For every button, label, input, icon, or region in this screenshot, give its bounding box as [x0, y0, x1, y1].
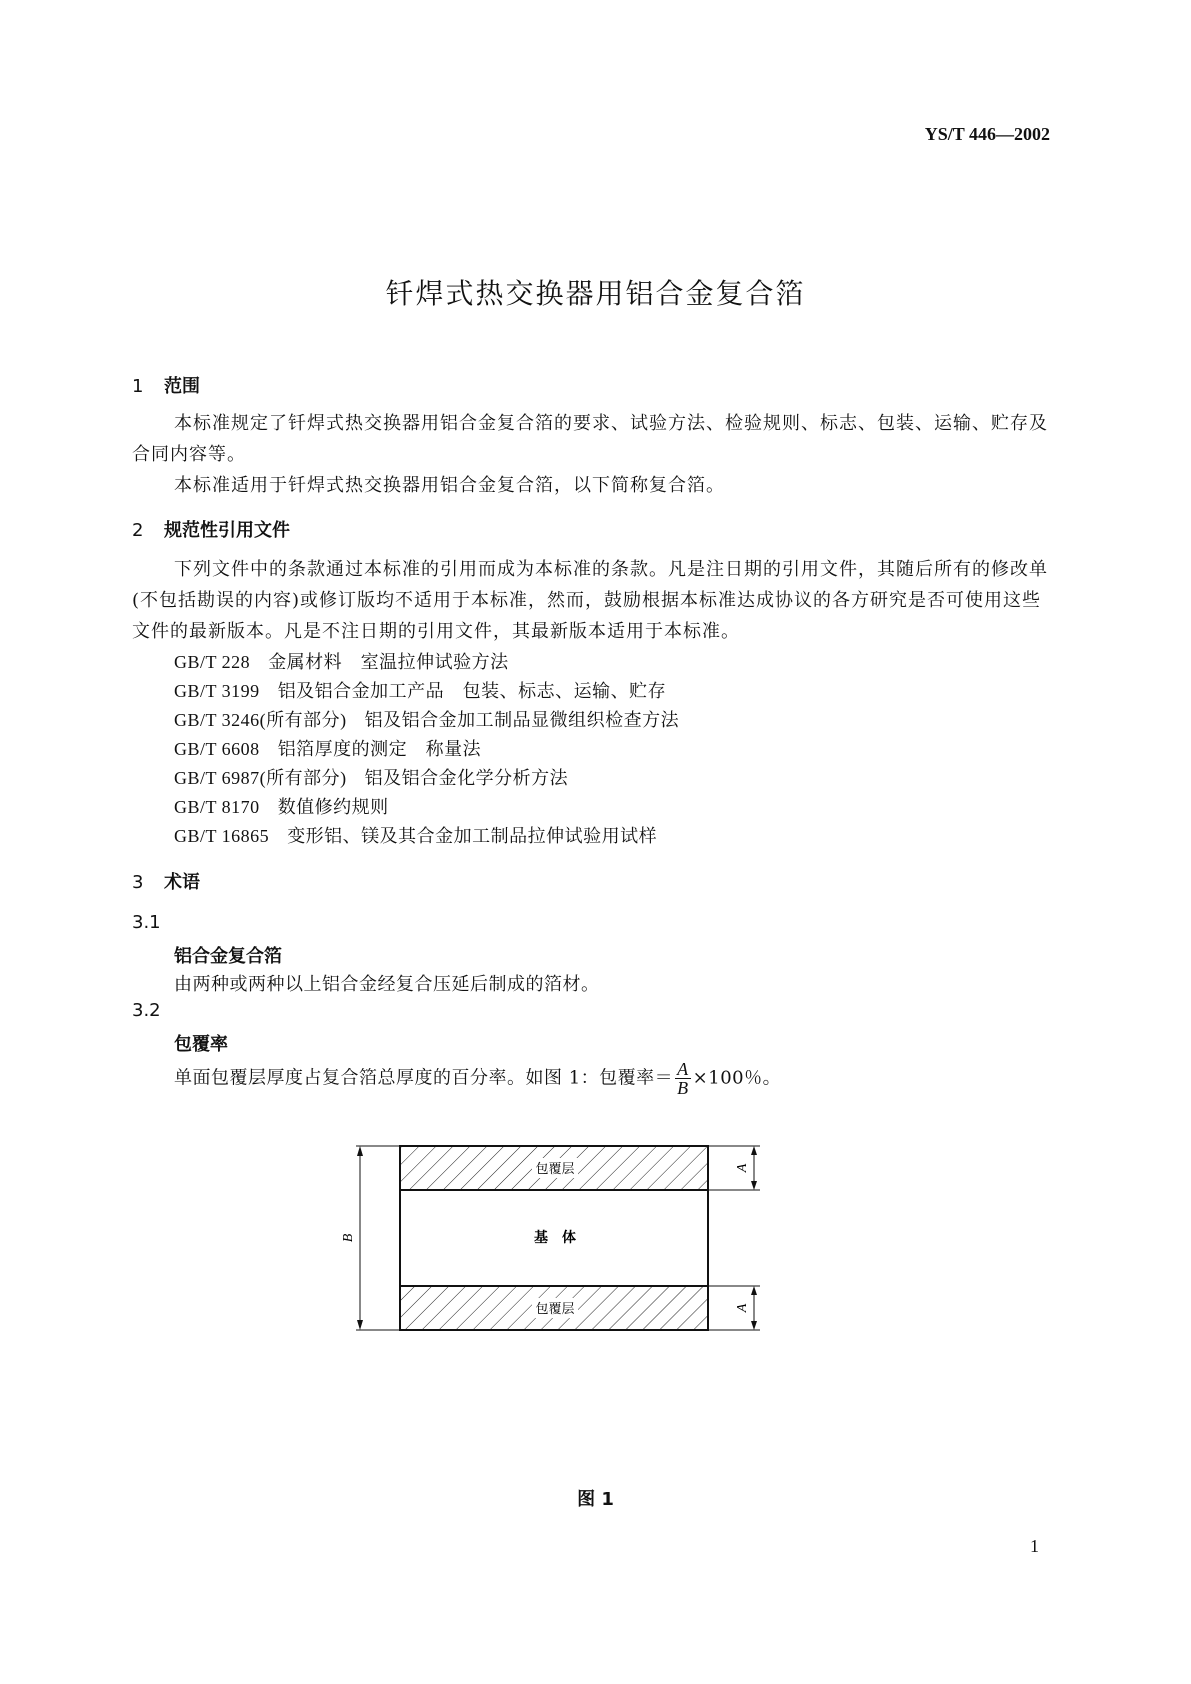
cladding-diagram	[340, 1140, 780, 1340]
label-bottom-clad: 包覆层	[535, 1302, 575, 1317]
reference-item: GB/T 6608 铝箔厚度的测定 称量法	[174, 739, 482, 760]
document-id: YS/T 446—2002	[924, 124, 1050, 144]
label-top-clad: 包覆层	[535, 1162, 575, 1177]
section-1-paragraph-1: 本标准规定了钎焊式热交换器用铝合金复合箔的要求、试验方法、检验规则、标志、包装、运输、贮存及合同内容等。	[132, 413, 1048, 465]
dimension-label-a-bottom: A	[735, 1303, 750, 1313]
section-number: 1	[132, 376, 144, 397]
reference-item: GB/T 3246(所有部分) 铝及铝合金加工制品显微组织检查方法	[174, 710, 680, 731]
section-title: 规范性引用文件	[164, 520, 290, 541]
section-number: 3	[132, 872, 144, 893]
section-title: 术语	[164, 872, 200, 893]
section-3-heading	[132, 868, 200, 894]
term-3-2-title: 包覆率	[174, 1034, 228, 1055]
reference-item: GB/T 16865 变形铝、镁及其合金加工制品拉伸试验用试样	[174, 826, 658, 847]
term-3-2-number: 3.2	[132, 1000, 161, 1021]
dimension-label-b: B	[341, 1233, 356, 1243]
page-title: 钎焊式热交换器用铝合金复合箔	[385, 277, 806, 310]
figure-caption: 图 1	[577, 1489, 614, 1510]
label-core: 基 体	[534, 1230, 576, 1246]
fraction: $\frac{A}{B}$	[677, 1059, 689, 1098]
section-number: 2	[132, 520, 144, 541]
term-3-1-title: 铝合金复合箔	[174, 946, 282, 967]
term-3-1-definition: 由两种或两种以上铝合金经复合压延后制成的箔材。	[174, 974, 600, 995]
term-3-2-definition: 单面包覆层厚度占复合箔总厚度的百分率。如图 1：包覆率＝ $\frac{A}{B}$ ×100％。	[174, 1059, 782, 1098]
section-2-heading	[132, 516, 290, 542]
section-title: 范围	[164, 376, 200, 397]
dimension-label-a-top: A	[735, 1163, 750, 1173]
reference-item: GB/T 6987(所有部分) 铝及铝合金化学分析方法	[174, 768, 569, 789]
section-1-heading	[132, 372, 200, 398]
reference-item: GB/T 8170 数值修约规则	[174, 797, 389, 818]
page-number: 1	[1030, 1536, 1039, 1556]
reference-item: GB/T 228 金属材料 室温拉伸试验方法	[174, 652, 509, 673]
term-3-1-number: 3.1	[132, 912, 161, 933]
section-1-paragraph-2: 本标准适用于钎焊式热交换器用铝合金复合箔，以下简称复合箔。	[174, 475, 725, 496]
section-2-paragraph: 下列文件中的条款通过本标准的引用而成为本标准的条款。凡是注日期的引用文件，其随后所有的修改单(不包括勘误的内容)或修订版均不适用于本标准，然而，鼓励根据本标准达成协议的各方研究是否可使用这些文件的最新版本。凡是不注日期的引用文件，其最新版本适用于本标准。	[132, 559, 1048, 642]
reference-item: GB/T 3199 铝及铝合金加工产品 包装、标志、运输、贮存	[174, 681, 667, 702]
